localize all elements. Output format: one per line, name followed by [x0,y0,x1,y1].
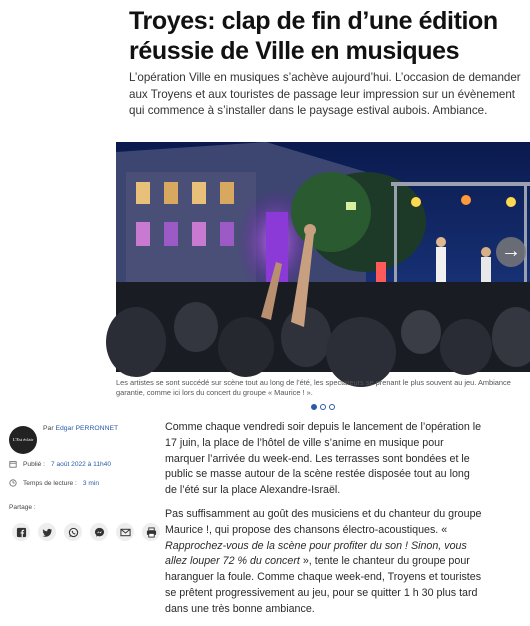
reading-time-label: Temps de lecture : [23,479,77,487]
author-name-link[interactable]: Edgar PERRONNET [55,425,119,432]
body-p2-quote: Rapprochez-vous de la scène pour profiter du son ! Sinon, vous allez louper 72 % du concert [165,539,467,568]
carousel-dot-1[interactable] [311,404,317,410]
body-paragraph-2 [165,507,483,618]
carousel-dot-3[interactable] [329,404,335,410]
share-twitter-button[interactable] [38,523,56,541]
photo-caption: Les artistes se sont succédé sur scène tout au long de l’été, les spectateurs se prenant le plus souvent au jeu. Ambiance garantie, comme ici lors du concert du groupe « Maurice ! ». [116,378,511,397]
article-lede: L’opération Ville en musiques s’achève aujourd’hui. L’occasion de demander aux Troyens et aux touristes de passage leur impression sur un évènement qui commence à s’installer dans le paysage estival aubois. Ambiance. [129,71,521,117]
twitter-icon [42,527,53,538]
email-icon [120,527,131,538]
article-body [165,420,483,626]
published-row [9,460,111,468]
body-paragraph-1: Comme chaque vendredi soir depuis le lancement de l’opération le 17 juin, la place de l’hôtel de ville s’anime en musique pour marquer l’arrivée du week-end. Les terrasses sont bondées et le public se masse autour de la scène restée disposée tout au long de l’été sur la place Alexandre-Israël. [165,421,482,497]
author-byline [43,425,118,432]
share-buttons [12,523,160,541]
article-title: Troyes: clap de fin d’une édition réussie de Ville en musiques [129,7,498,65]
photo-carousel[interactable] [116,142,530,372]
concert-photo [116,142,530,372]
calendar-icon [9,460,17,468]
share-print-button[interactable] [142,523,160,541]
author-prefix: Par [43,425,54,432]
body-p2-start: Pas suffisamment au goût des musiciens et du chanteur du groupe Maurice !, qui propose des chansons électro-acoustiques. « [165,507,482,536]
facebook-icon [16,527,27,538]
body-p2-end: », tente le chanteur du groupe pour haranguer la foule. Comme chaque week-end, Troyens et touristes se prêtent progressivement au jeu, pour se quitter 1 h 30 plus tard dans une très bonne ambiance. [165,555,482,615]
clock-icon [9,479,17,487]
share-facebook-button[interactable] [12,523,30,541]
published-date: 7 août 2022 à 11h40 [51,460,112,468]
published-label: Publié : [23,460,45,468]
share-whatsapp-button[interactable] [64,523,82,541]
share-label: Partage : [9,504,36,511]
carousel-dot-2[interactable] [320,404,326,410]
avatar: L'Est éclair [9,426,37,454]
carousel-pagination [311,404,335,410]
share-messenger-button[interactable] [90,523,108,541]
reading-time-row [9,479,99,487]
share-email-button[interactable] [116,523,134,541]
reading-time-value: 3 min [82,479,99,487]
messenger-icon [94,527,105,538]
arrow-right-icon: → [501,240,521,262]
whatsapp-icon [68,527,79,538]
print-icon [146,527,157,538]
carousel-next-button[interactable] [496,237,526,267]
